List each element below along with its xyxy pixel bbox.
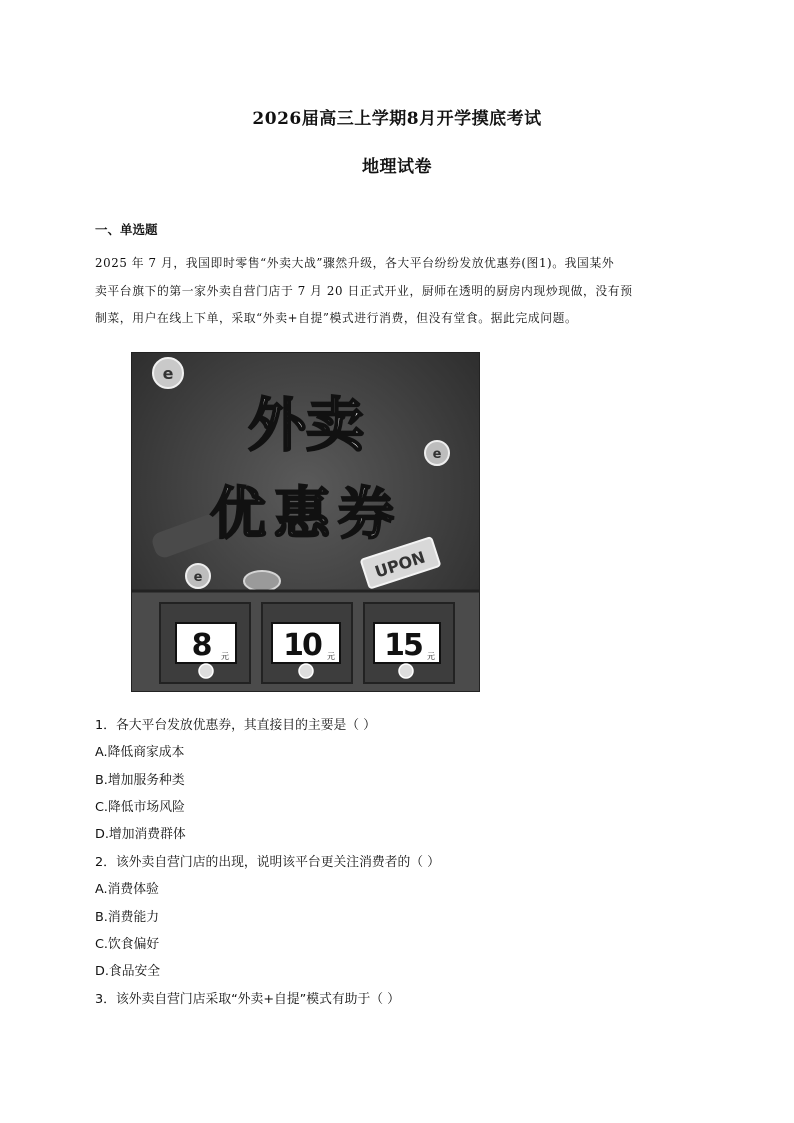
question-stem: 1．各大平台发放优惠券，其直接目的主要是（ ） <box>95 718 376 733</box>
coin-icon <box>425 441 449 465</box>
intro-line: 2025 年 7 月，我国即时零售“外卖大战”骤然升级，各大平台纷纷发放优惠券(图1)。我国某外 <box>95 256 615 270</box>
coin-symbol: e <box>162 364 174 383</box>
intro-line: 卖平台旗下的第一家外卖自营门店于 7 月 20 日正式开业，厨师在透明的厨房内现炒现做，没有预 <box>95 284 633 298</box>
coin-icon <box>153 358 183 388</box>
coupon-unit: 元 <box>427 652 435 661</box>
question-option: B.增加服务种类 <box>95 773 185 788</box>
coin-symbol: e <box>432 447 442 462</box>
coupon-figure <box>131 352 480 692</box>
question-stem: 2．该外卖自营门店的出现，说明该平台更关注消费者的（ ） <box>95 855 440 870</box>
figure-heading-2: 优惠券 <box>210 482 402 547</box>
document-title: 2026届高三上学期8月开学摸底考试 <box>252 109 542 129</box>
coupon-value: 8 <box>191 628 213 663</box>
coin-icon <box>186 564 210 588</box>
figure-heading-1: 外卖 <box>247 391 365 459</box>
section-heading: 一、单选题 <box>95 222 158 237</box>
document-subject: 地理试卷 <box>362 157 432 177</box>
coupon-ticket-text: UPON <box>372 547 428 582</box>
coupon-unit: 元 <box>327 652 335 661</box>
question-option: A.降低商家成本 <box>95 745 185 760</box>
question-option: C.饮食偏好 <box>95 937 160 952</box>
coupon-value: 15 <box>384 628 422 663</box>
question-option: C.降低市场风险 <box>95 800 185 815</box>
intro-line: 制菜，用户在线上下单，采取“外卖+自提”模式进行消费，但没有堂食。据此完成问题。 <box>95 311 578 325</box>
coupon-value: 10 <box>283 628 321 663</box>
question-stem: 3．该外卖自营门店采取“外卖+自提”模式有助于（ ） <box>95 992 400 1007</box>
question-option: D.食品安全 <box>95 964 161 979</box>
coin-icon <box>244 571 280 591</box>
question-option: B.消费能力 <box>95 910 160 925</box>
question-option: A.消费体验 <box>95 882 159 897</box>
question-option: D.增加消费群体 <box>95 827 186 842</box>
coin-symbol: e <box>193 570 203 585</box>
coupon-unit: 元 <box>221 652 229 661</box>
